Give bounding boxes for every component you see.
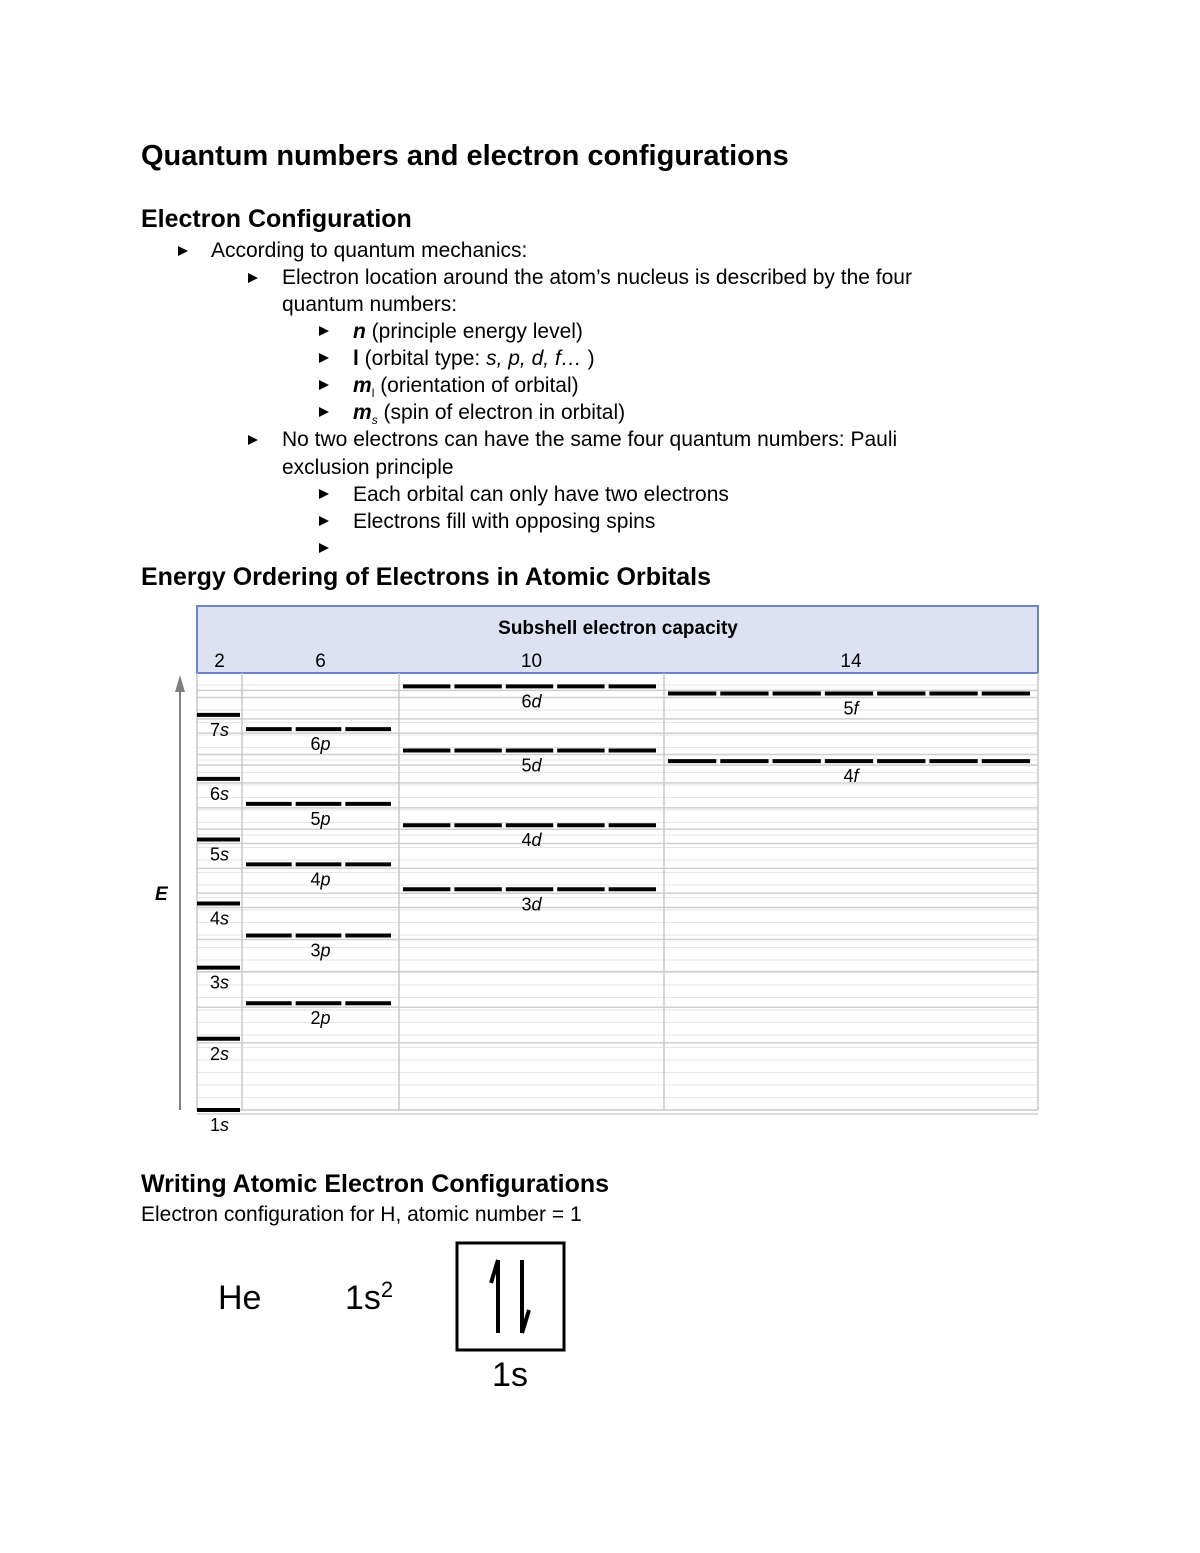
list-item: Each orbital can only have two electrons [353,483,729,506]
orbital-label: 4s [209,908,230,929]
capacity-label-d: 10 [520,651,543,672]
orbital-label: 4d [521,830,542,851]
capacity-label-p: 6 [315,651,326,672]
capacity-label-f: 14 [840,651,862,672]
orbital-label: 5d [521,755,542,776]
bullet-arrow-icon [319,543,329,553]
bullet-arrow-icon [248,273,258,283]
list-item-continuation: quantum numbers: [282,293,458,316]
element-symbol: He [218,1279,262,1317]
orbital-levels [197,686,1030,1135]
configuration-superscript: 2 [380,1277,394,1302]
bullet-arrow-icon [319,380,329,390]
bullet-arrow-icon [319,489,329,499]
orbital-label: 5s [209,844,230,865]
list-item-quantum-l: l (orbital type: s, p, d, f… ) [353,347,595,370]
config-description: Electron configuration for H, atomic number = 1 [141,1203,582,1226]
bullet-arrow-icon [319,407,329,417]
energy-axis-label: E [155,884,168,905]
orbital-label: 4p [310,869,331,890]
configuration-main: 1s [345,1279,381,1317]
list-item-quantum-n: n (principle energy level) [353,320,583,343]
orbital-label: 6p [310,734,331,755]
list-item-continuation: exclusion principle [282,456,454,479]
bullet-arrow-icon [319,516,329,526]
spin-down-arrow-icon [522,1260,529,1333]
energy-level-diagram [140,600,1050,1145]
list-item: Electrons fill with opposing spins [353,510,656,533]
bullet-arrow-icon [319,326,329,336]
energy-axis-arrow-icon [175,675,185,692]
orbital-box [457,1243,564,1350]
orbital-label: 5p [310,808,331,829]
orbital-label: 2s [209,1043,230,1064]
orbital-label: 3d [521,894,542,915]
list-item-quantum-ms: $m_s$ (spin of electron in orbital) [353,401,626,428]
orbital-label: 6d [521,691,542,712]
orbital-label: 3s [209,972,230,993]
bullet-arrow-icon [178,246,188,256]
capacity-header-title: Subshell electron capacity [498,618,738,639]
orbital-label: 2p [310,1008,331,1029]
section-heading-energy-ordering: Energy Ordering of Electrons in Atomic Orbitals [141,563,712,591]
page-title: Quantum numbers and electron configurations [141,140,789,172]
helium-configuration-figure [200,1230,580,1400]
orbital-label: 5f [843,698,859,719]
orbital-label: 1s [209,1115,230,1135]
orbital-label: 4f [843,766,859,787]
bullet-arrow-icon [319,353,329,363]
spin-up-arrow-icon [491,1260,498,1333]
section-heading-writing-configurations: Writing Atomic Electron Configurations [141,1170,610,1198]
bullet-arrow-icon [248,435,258,445]
capacity-label-s: 2 [214,651,225,672]
configuration-text [345,1277,393,1317]
section-heading-electron-configuration: Electron Configuration [141,205,412,233]
list-item: No two electrons can have the same four quantum numbers: Pauli [282,428,898,451]
list-item: According to quantum mechanics: [211,239,528,262]
list-item-quantum-ml: $m_l$ (orientation of orbital) [353,374,579,401]
orbital-label: 7s [209,719,230,740]
orbital-label: 3p [310,940,331,961]
list-item: Electron location around the atom’s nucleus is described by the four [282,266,912,289]
orbital-label: 6s [209,783,230,804]
orbital-box-label: 1s [492,1356,528,1394]
